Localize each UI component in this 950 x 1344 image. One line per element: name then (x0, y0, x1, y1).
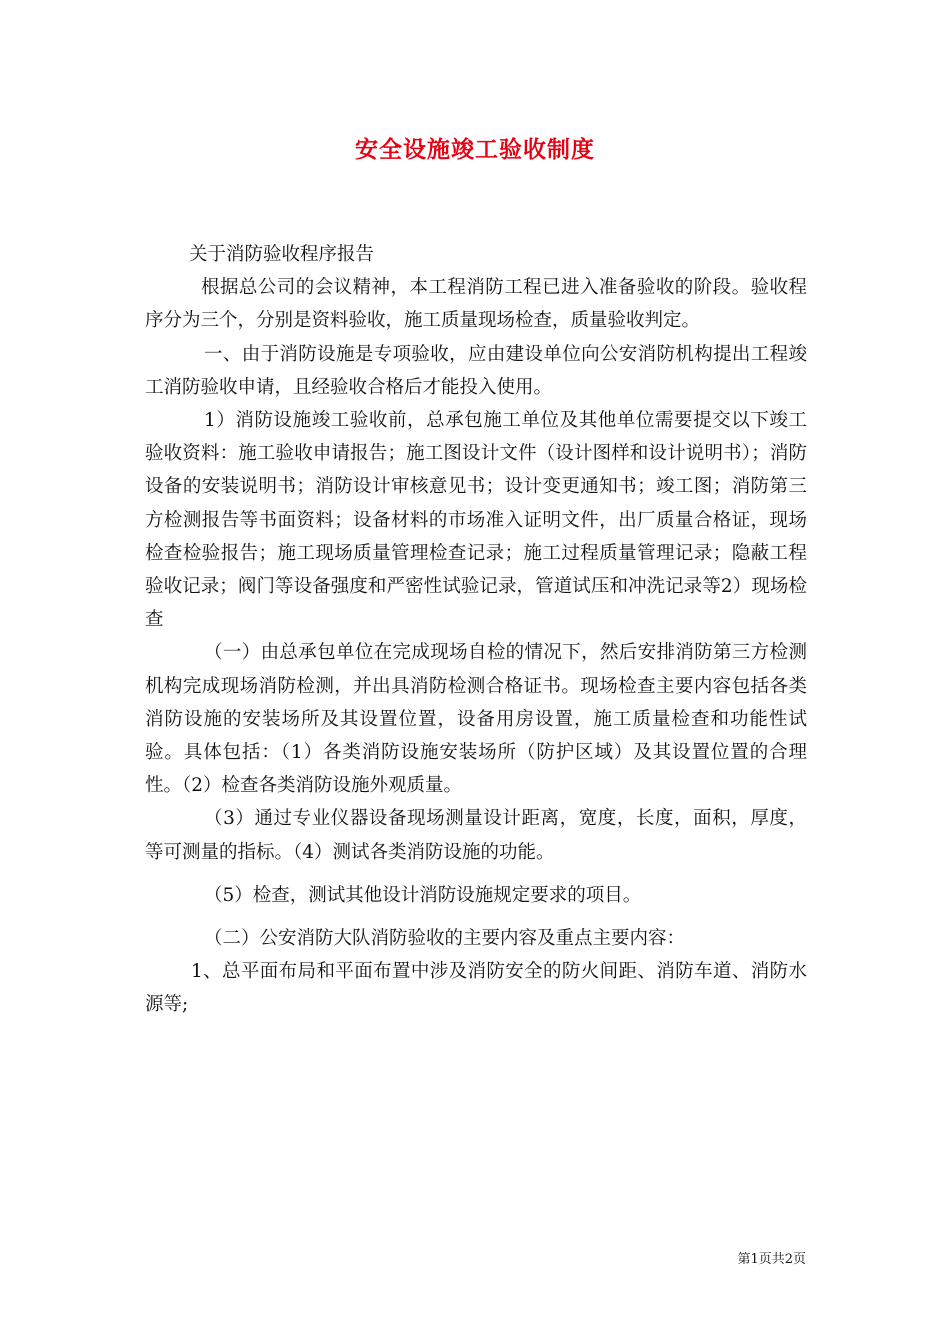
paragraph-intro: 根据总公司的会议精神，本工程消防工程已进入准备验收的阶段。验收程序分为三个，分别是资料验收，施工质量现场检查，质量验收判定。 (145, 277, 807, 332)
document-title: 安全设施竣工验收制度 (355, 136, 595, 163)
paragraph-fire-brigade: （二）公安消防大队消防验收的主要内容及重点主要内容： (204, 928, 686, 950)
paragraph-report-heading: 关于消防验收程序报告 (189, 244, 375, 265)
paragraph-site-inspection: （一）由总承包单位在完成现场自检的情况下，然后安排消防第三方检测机构完成现场消防检测，并出具消防检测合格证书。现场检查主要内容包括各类消防设施的安装场所及其设置位置，设备用房设置，施工质量检查和功能性试验。具体包括：（1）各类消防设施安装场所（防护区域）及其设置位置的合理性。（2）检查各类消防设施外观质量。 (145, 642, 807, 797)
page-number: 第1页共2页 (737, 1252, 806, 1267)
paragraph-section-one: 一、由于消防设施是专项验收，应由建设单位向公安消防机构提出工程竣工消防验收申请，且经验收合格后才能投入使用。 (145, 343, 807, 398)
paragraph-layout-item: 1、总平面布局和平面布置中涉及消防安全的防火间距、消防车道、消防水源等; (145, 961, 807, 1016)
paragraph-measurement: （3）通过专业仪器设备现场测量设计距离，宽度，长度，面积，厚度，等可测量的指标。（4）测试各类消防设施的功能。 (145, 808, 807, 863)
paragraph-materials-list: 1）消防设施竣工验收前，总承包施工单位及其他单位需要提交以下竣工验收资料：施工验收申请报告；施工图设计文件（设计图样和设计说明书）；消防设备的安装说明书；消防设计审核意见书；设计变更通知书；竣工图；消防第三方检测报告等书面资料；设备材料的市场准入证明文件，出厂质量合格证，现场检查检验报告；施工现场质量管理检查记录；施工过程质量管理记录；隐蔽工程验收记录；阀门等设备强度和严密性试验记录，管道试压和冲洗记录等2）现场检查 (145, 410, 807, 631)
paragraph-other-tests: （5）检查，测试其他设计消防设施规定要求的项目。 (204, 884, 642, 906)
document-body (145, 238, 807, 1022)
